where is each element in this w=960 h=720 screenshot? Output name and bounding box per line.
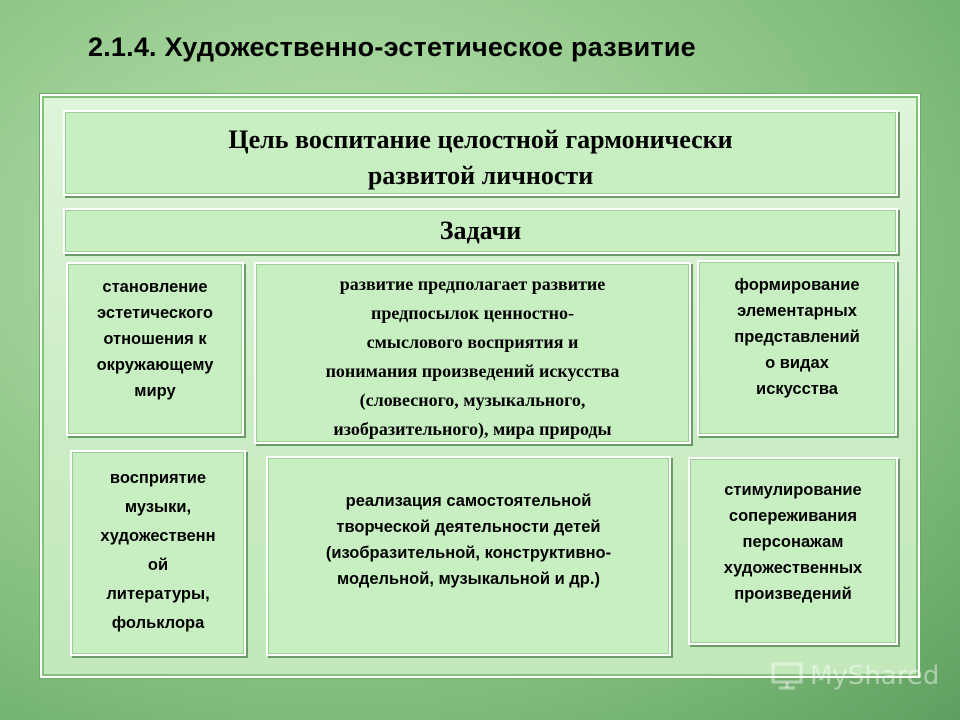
- task-text: формирование элементарных представлений о видах искусства: [734, 276, 860, 398]
- task-text: реализация самостоятельной творческой деятельности детей (изобразительной, конструктивно- модельной, музыкальной и др.): [325, 492, 612, 588]
- tasks-header-text: Задачи: [439, 216, 522, 245]
- task-text: развитие предполагает развитие предпосылок ценностно- смыслового восприятия и понимания произведений искусства (словесного, музыкального, изобразительного), мира природы: [325, 274, 620, 439]
- tasks-header-box: [63, 208, 898, 254]
- task-box-aesthetic-attitude: [66, 262, 244, 436]
- task-box-empathy: [688, 457, 898, 645]
- task-text: стимулирование сопереживания персонажам художественных произведений: [723, 481, 863, 603]
- slide-title: 2.1.4. Художественно-эстетическое развитие: [88, 32, 696, 62]
- watermark: [770, 656, 950, 696]
- goal-text: Цель воспитание целостной гармонически развитой личности: [228, 125, 733, 190]
- task-box-music-literature: [70, 450, 246, 656]
- task-text: становление эстетического отношения к окружающему миру: [96, 278, 214, 400]
- goal-box: [63, 110, 898, 196]
- watermark-text: MyShared: [810, 661, 940, 691]
- task-box-creative-activity: [266, 456, 671, 656]
- task-box-value-perception: [254, 262, 691, 444]
- task-text: восприятие музыки, художественн ой литературы, фольклора: [100, 469, 216, 632]
- presentation-icon: [770, 661, 804, 691]
- task-box-art-types: [697, 260, 897, 436]
